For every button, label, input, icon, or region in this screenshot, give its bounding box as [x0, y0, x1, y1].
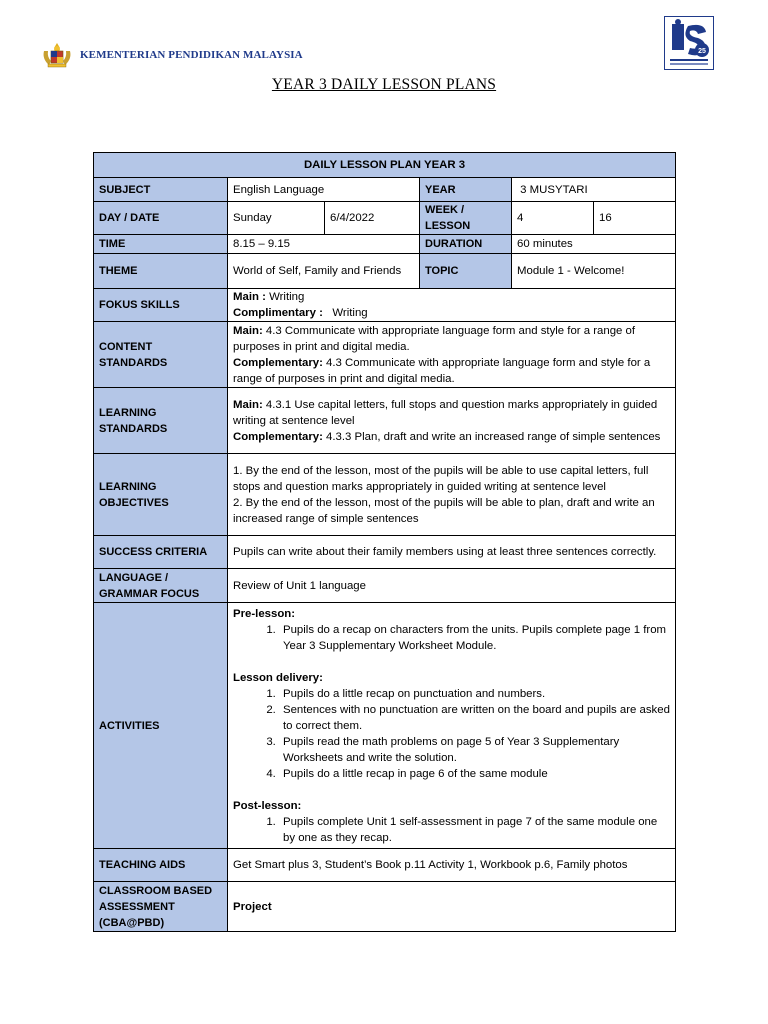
- list-item: 1. Pupils complete Unit 1 self-assessment in page 7 of the same module one by one as they recap.: [279, 814, 670, 846]
- lesson-plan-table: [93, 152, 676, 932]
- content-comp-value: 4.3 Communicate with appropriate language form and style for a range of purposes in print and digital media.: [233, 356, 651, 385]
- post-lesson-label: Post-lesson:: [233, 799, 302, 812]
- pre-lesson-list: [233, 622, 670, 654]
- content-main-value: 4.3 Communicate with appropriate language form and style for a range of purposes in print and digital media.: [233, 324, 636, 353]
- week-lesson-label: WEEK / LESSON: [420, 202, 512, 235]
- learning-comp-label: Complementary:: [233, 430, 327, 443]
- ministry-header: [40, 40, 303, 70]
- content-standards-label: CONTENT STANDARDS: [94, 322, 228, 388]
- time-label: TIME: [94, 235, 228, 254]
- language-focus-label: LANGUAGE / GRAMMAR FOCUS: [94, 569, 228, 603]
- objective-2: 2. By the end of the lesson, most of the pupils will be able to plan, draft and write an increased range of simple sentences: [233, 496, 655, 525]
- teaching-aids-value: Get Smart plus 3, Student’s Book p.11 Activity 1, Workbook p.6, Family photos: [228, 849, 676, 882]
- date-value: 6/4/2022: [325, 202, 420, 235]
- focus-comp-value: Writing: [326, 307, 368, 319]
- list-item: 4. Pupils do a little recap in page 6 of the same module: [279, 766, 670, 782]
- time-value: 8.15 – 9.15: [228, 235, 420, 254]
- content-standards-value: [228, 322, 676, 388]
- learning-objectives-label: LEARNING OBJECTIVES: [94, 454, 228, 536]
- focus-main-label: Main :: [233, 291, 270, 303]
- day-value: Sunday: [228, 202, 325, 235]
- duration-label: DURATION: [420, 235, 512, 254]
- learning-main-value: 4.3.1 Use capital letters, full stops and question marks appropriately in guided writing at sentence level: [233, 398, 658, 427]
- content-main-label: Main:: [233, 324, 266, 337]
- learning-main-label: Main:: [233, 398, 266, 411]
- ministry-name: KEMENTERIAN PENDIDIKAN MALAYSIA: [80, 49, 303, 61]
- year-value: 3 MUSYTARI: [512, 178, 676, 202]
- subject-value: English Language: [228, 178, 420, 202]
- list-item: 3. Pupils read the math problems on page 5 of Year 3 Supplementary Worksheets and write the solution.: [279, 734, 670, 766]
- lesson-delivery-label: Lesson delivery:: [233, 671, 323, 684]
- language-focus-value: Review of Unit 1 language: [228, 569, 676, 603]
- learning-standards-value: [228, 388, 676, 454]
- teaching-aids-label: TEACHING AIDS: [94, 849, 228, 882]
- svg-text:25: 25: [698, 48, 706, 55]
- content-comp-label: Complementary:: [233, 356, 327, 369]
- focus-main-value: Writing: [269, 291, 305, 303]
- theme-value: World of Self, Family and Friends: [228, 254, 420, 289]
- topic-value: Module 1 - Welcome!: [512, 254, 676, 289]
- pre-lesson-label: Pre-lesson:: [233, 607, 296, 620]
- post-lesson-list: [233, 814, 670, 846]
- cba-value: Project: [228, 882, 676, 932]
- list-item: 2. Sentences with no punctuation are written on the board and pupils are asked to correct them.: [279, 702, 670, 734]
- cba-label: CLASSROOM BASED ASSESSMENT (CBA@PBD): [94, 882, 228, 932]
- learning-standards-label: LEARNING STANDARDS: [94, 388, 228, 454]
- plan-heading: DAILY LESSON PLAN YEAR 3: [94, 153, 676, 178]
- document-title: YEAR 3 DAILY LESSON PLANS: [271, 76, 497, 93]
- day-date-label: DAY / DATE: [94, 202, 228, 235]
- lesson-delivery-list: [233, 686, 670, 782]
- duration-value: 60 minutes: [512, 235, 676, 254]
- list-item: 1. Pupils do a recap on characters from the units. Pupils complete page 1 from Year 3 Supplementary Worksheet Module.: [279, 622, 670, 654]
- year-label: YEAR: [420, 178, 512, 202]
- theme-label: THEME: [94, 254, 228, 289]
- learning-objectives-value: [228, 454, 676, 536]
- focus-skills-label: FOKUS SKILLS: [94, 289, 228, 322]
- success-criteria-label: SUCCESS CRITERIA: [94, 536, 228, 569]
- learning-comp-value: 4.3.3 Plan, draft and write an increased range of simple sentences: [326, 430, 661, 443]
- activities-label: ACTIVITIES: [94, 603, 228, 849]
- lesson-value: 16: [594, 202, 676, 235]
- list-item: 1. Pupils do a little recap on punctuation and numbers.: [279, 686, 670, 702]
- malaysia-coat-of-arms-icon: [40, 41, 74, 69]
- subject-label: SUBJECT: [94, 178, 228, 202]
- week-value: 4: [512, 202, 594, 235]
- objective-1: 1. By the end of the lesson, most of the pupils will be able to use capital letters, full stops and question marks appropriately in guided writing at sentence level: [233, 464, 649, 493]
- success-criteria-value: Pupils can write about their family members using at least three sentences correctly.: [228, 536, 676, 569]
- school-25-anniversary-logo-icon: [664, 16, 714, 70]
- topic-label: TOPIC: [420, 254, 512, 289]
- activities-value: [228, 603, 676, 849]
- focus-comp-label: Complimentary :: [233, 307, 327, 319]
- focus-skills-value: [228, 289, 676, 322]
